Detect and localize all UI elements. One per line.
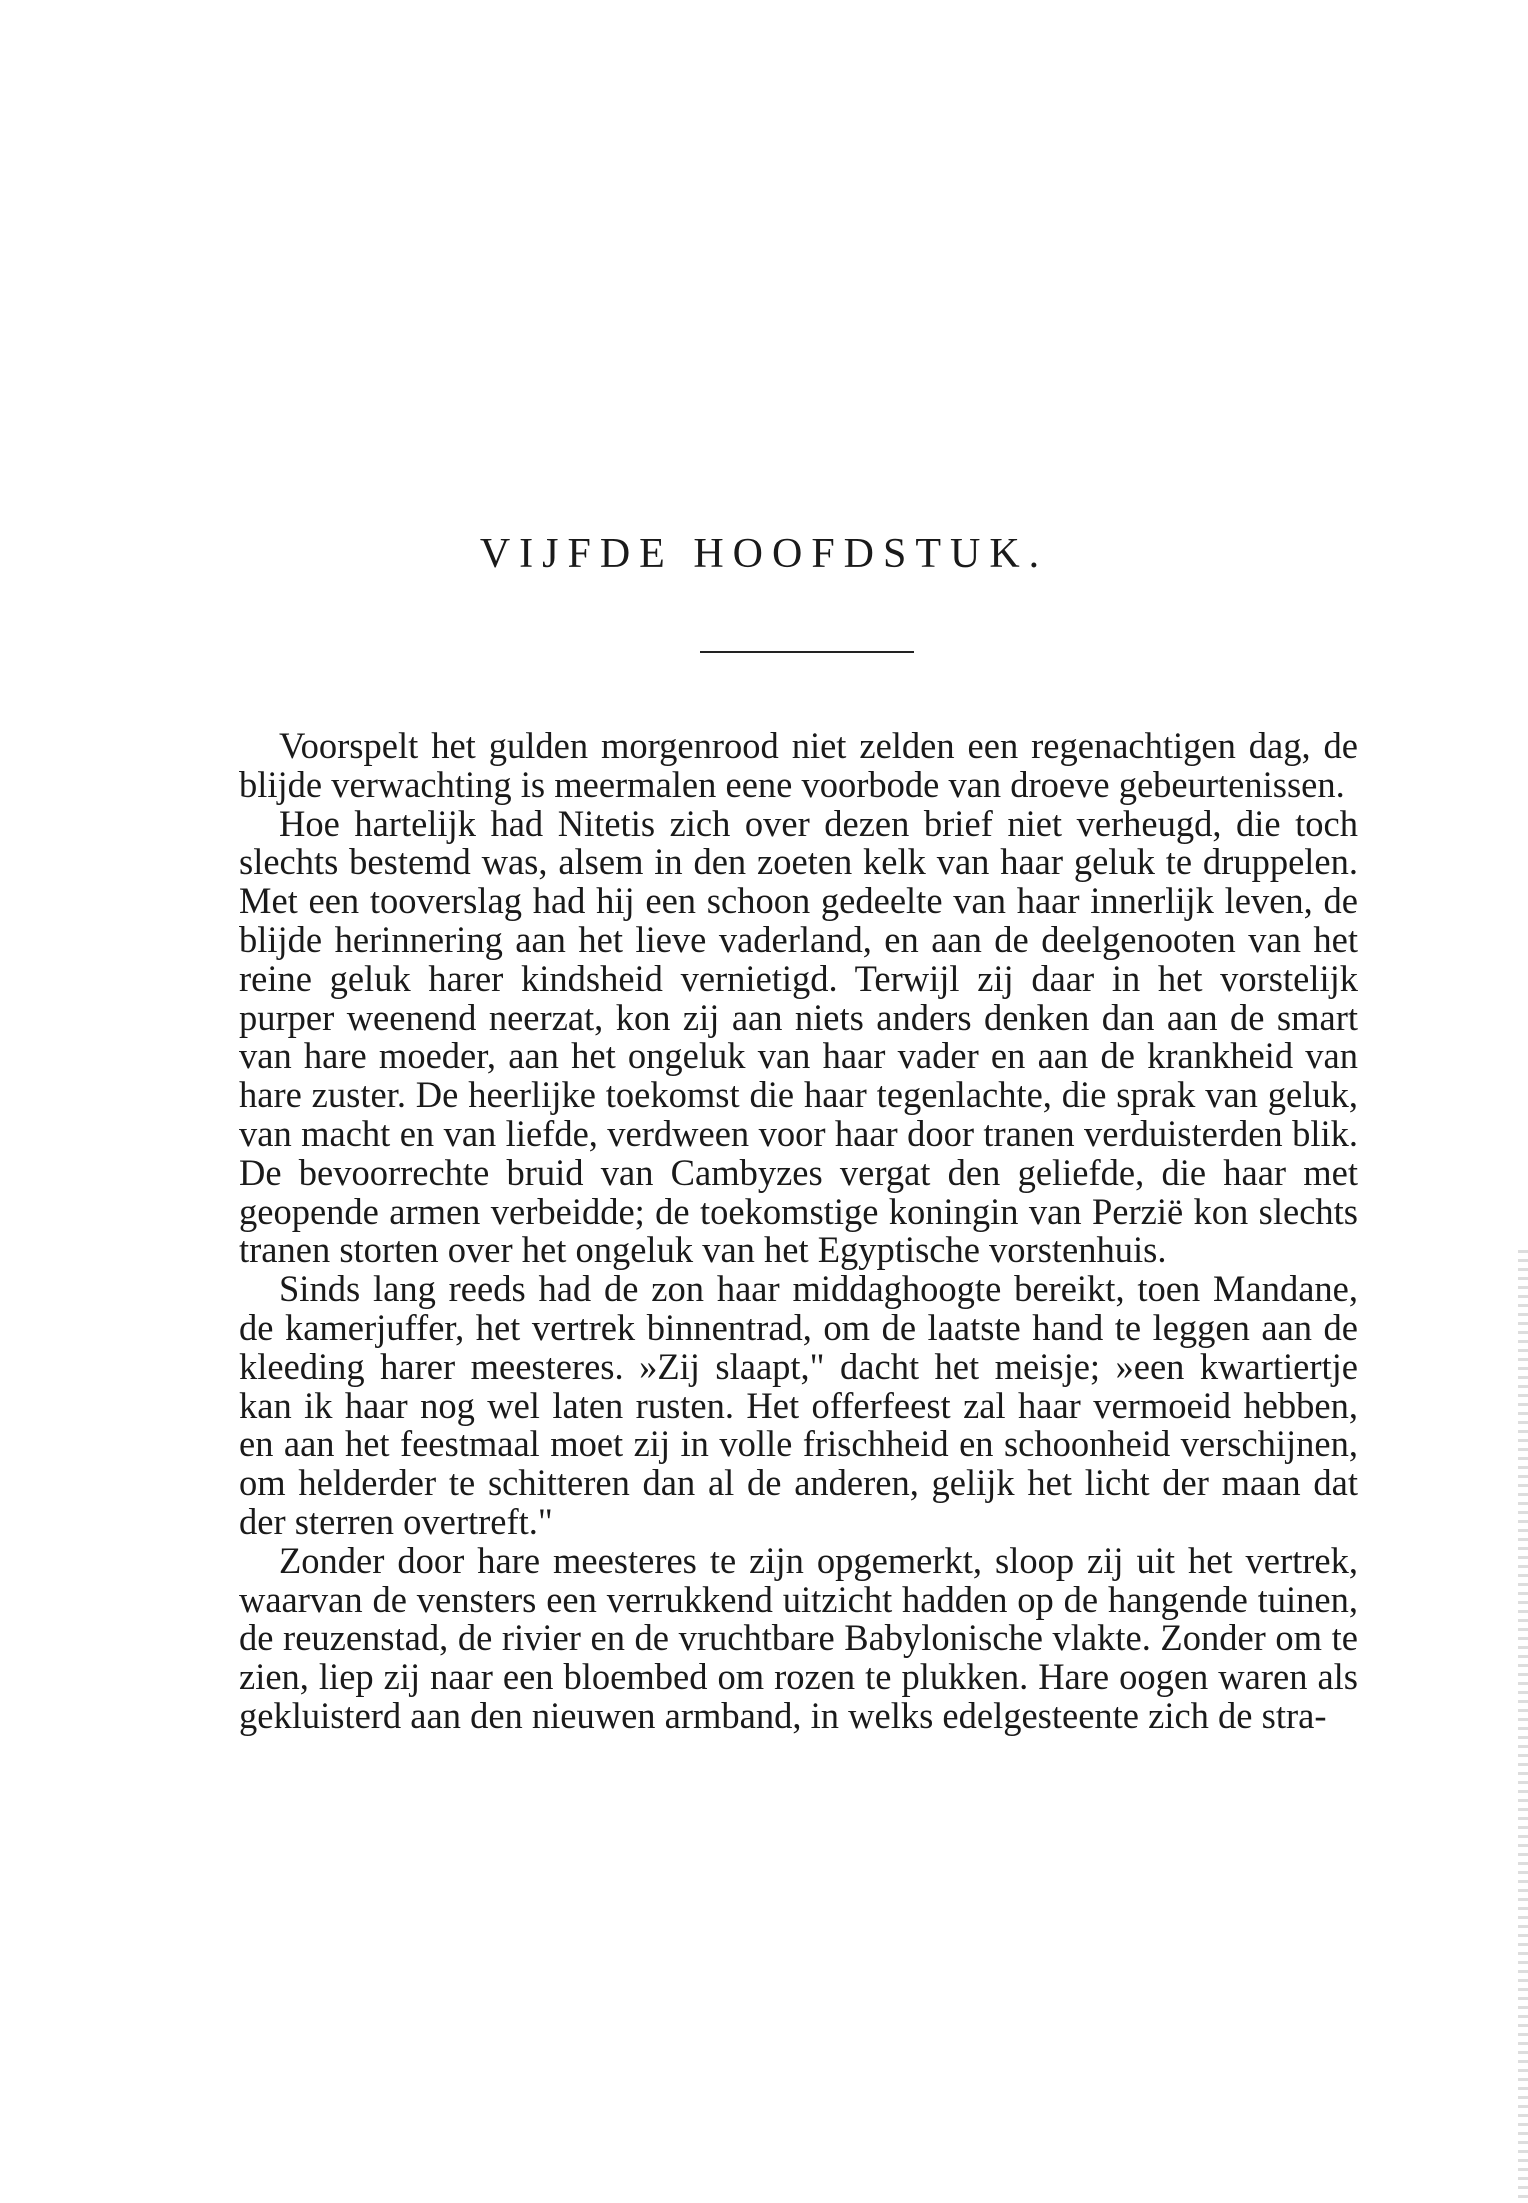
paragraph: Zonder door hare meesteres te zijn opgemerkt, sloop zij uit het vertrek, waarvan de vensters een verrukkend uitzicht hadden op de hangende tuinen, de reuzenstad, de rivier en de vruchtbare Babylonische vlakte. Zonder om te zien, liep zij naar een bloembed om rozen te plukken. Hare oogen waren als gekluisterd aan den nieuwen armband, in welks edelgesteente zich de stra- bbox=[239, 1539, 1358, 1736]
paragraph: Hoe hartelijk had Nitetis zich over dezen brief niet verheugd, die toch slechts bestemd was, alsem in den zoeten kelk van haar geluk te druppelen. Met een tooverslag had hij een schoon gedeelte van haar innerlijk leven, de blijde herinnering aan het lieve vaderland, en aan de deelgenooten van het reine geluk harer kindsheid vernietigd. Terwijl zij daar in het vorstelijk purper weenend neerzat, kon zij aan niets anders denken dan aan de smart van hare moeder, aan het ongeluk van haar vader en aan de krankheid van hare zuster. De heerlijke toekomst die haar tegenlachte, die sprak van geluk, van macht en van liefde, verdween voor haar door tranen verduisterden blik. De bevoorrechte bruid van Cambyzes vergat den geliefde, die haar met geopende armen verbeidde; de toekomstige koningin van Perzië kon slechts tranen storten over het ongeluk van het Egyptische vorstenhuis. bbox=[239, 802, 1358, 1271]
paragraph: Voorspelt het gulden morgenrood niet zelden een regenachtigen dag, de blijde verwachting is meermalen eene voorbode van droeve gebeurtenissen. bbox=[239, 725, 1358, 805]
title-divider bbox=[700, 651, 914, 653]
paragraph: Sinds lang reeds had de zon haar middaghoogte bereikt, toen Mandane, de kamerjuffer, het vertrek binnentrad, om de laatste hand te leggen aan de kleeding harer meesteres. »Zij slaapt," dacht het meisje; »een kwartiertje kan ik haar nog wel laten rusten. Het offerfeest zal haar vermoeid hebben, en aan het feestmaal moet zij in volle frischheid en schoonheid verschijnen, om helderder te schitteren dan al de anderen, gelijk het licht der maan dat der sterren overtreft." bbox=[239, 1268, 1358, 1542]
body-text bbox=[239, 727, 1358, 1736]
scan-edge-marks bbox=[1518, 1250, 1528, 2200]
chapter-title: VIJFDE HOOFDSTUK. bbox=[479, 531, 1049, 577]
